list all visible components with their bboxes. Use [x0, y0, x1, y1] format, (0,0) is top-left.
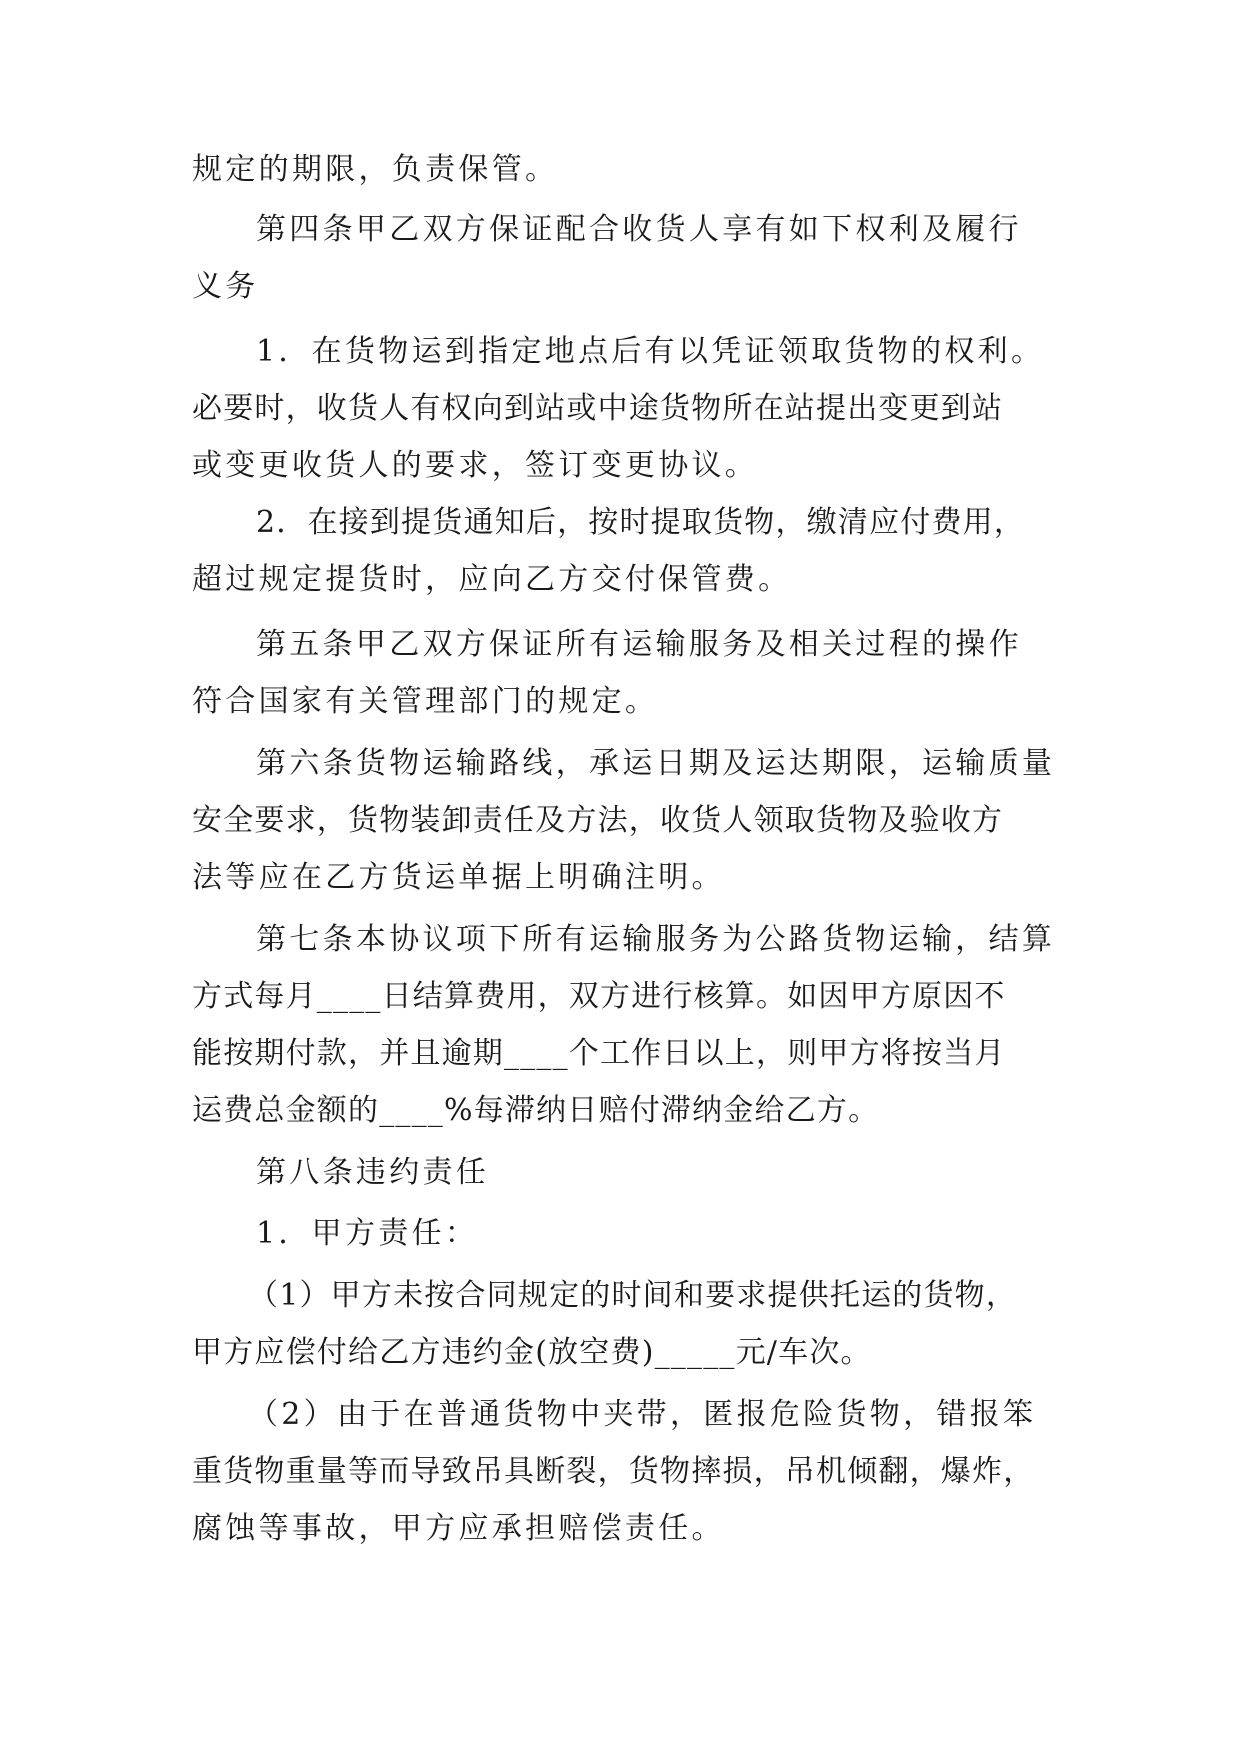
paragraph-line: （1）甲方未按合同规定的时间和要求提供托运的货物， [248, 1278, 1018, 1313]
paragraph-line: 重货物重量等而导致吊具断裂，货物摔损，吊机倾翻，爆炸， [192, 1454, 1035, 1489]
paragraph-line: 或变更收货人的要求，签订变更协议。 [192, 448, 759, 483]
paragraph-line: 甲方应偿付给乙方违约金(放空费)_____元/车次。 [192, 1335, 872, 1370]
paragraph-line: 超过规定提货时，应向乙方交付保管费。 [192, 562, 792, 597]
paragraph-line: 2．在接到提货通知后，按时提取货物，缴清应付费用， [256, 505, 1026, 540]
paragraph-line: 必要时，收货人有权向到站或中途货物所在站提出变更到站 [192, 391, 1004, 426]
paragraph-line: 规定的期限，负责保管。 [192, 152, 559, 187]
paragraph-line: 符合国家有关管理部门的规定。 [192, 684, 659, 719]
paragraph-line: 法等应在乙方货运单据上明确注明。 [192, 860, 725, 895]
paragraph-line: 第六条货物运输路线，承运日期及运达期限，运输质量 [256, 746, 1056, 781]
paragraph-line: 安全要求，货物装卸责任及方法，收货人领取货物及验收方 [192, 803, 1004, 838]
paragraph-line: 第七条本协议项下所有运输服务为公路货物运输，结算 [256, 922, 1056, 957]
paragraph-line: 腐蚀等事故，甲方应承担赔偿责任。 [192, 1511, 725, 1546]
paragraph-line: 能按期付款，并且逾期____个工作日以上，则甲方将按当月 [192, 1036, 1006, 1071]
paragraph-line: 运费总金额的____%每滞纳日赔付滞纳金给乙方。 [192, 1093, 880, 1128]
paragraph-line: 第四条甲乙双方保证配合收货人享有如下权利及履行 [256, 212, 1022, 247]
paragraph-line: 1．在货物运到指定地点后有以凭证领取货物的权利。 [256, 334, 1045, 369]
paragraph-line: 义务 [192, 269, 259, 304]
paragraph-line: 方式每月____日结算费用，双方进行核算。如因甲方原因不 [192, 979, 1006, 1014]
paragraph-line: （2）由于在普通货物中夹带，匿报危险货物，错报笨 [248, 1397, 1037, 1432]
paragraph-line: 1．甲方责任： [256, 1216, 479, 1251]
paragraph-line: 第八条违约责任 [256, 1155, 490, 1190]
paragraph-line: 第五条甲乙双方保证所有运输服务及相关过程的操作 [256, 627, 1022, 662]
